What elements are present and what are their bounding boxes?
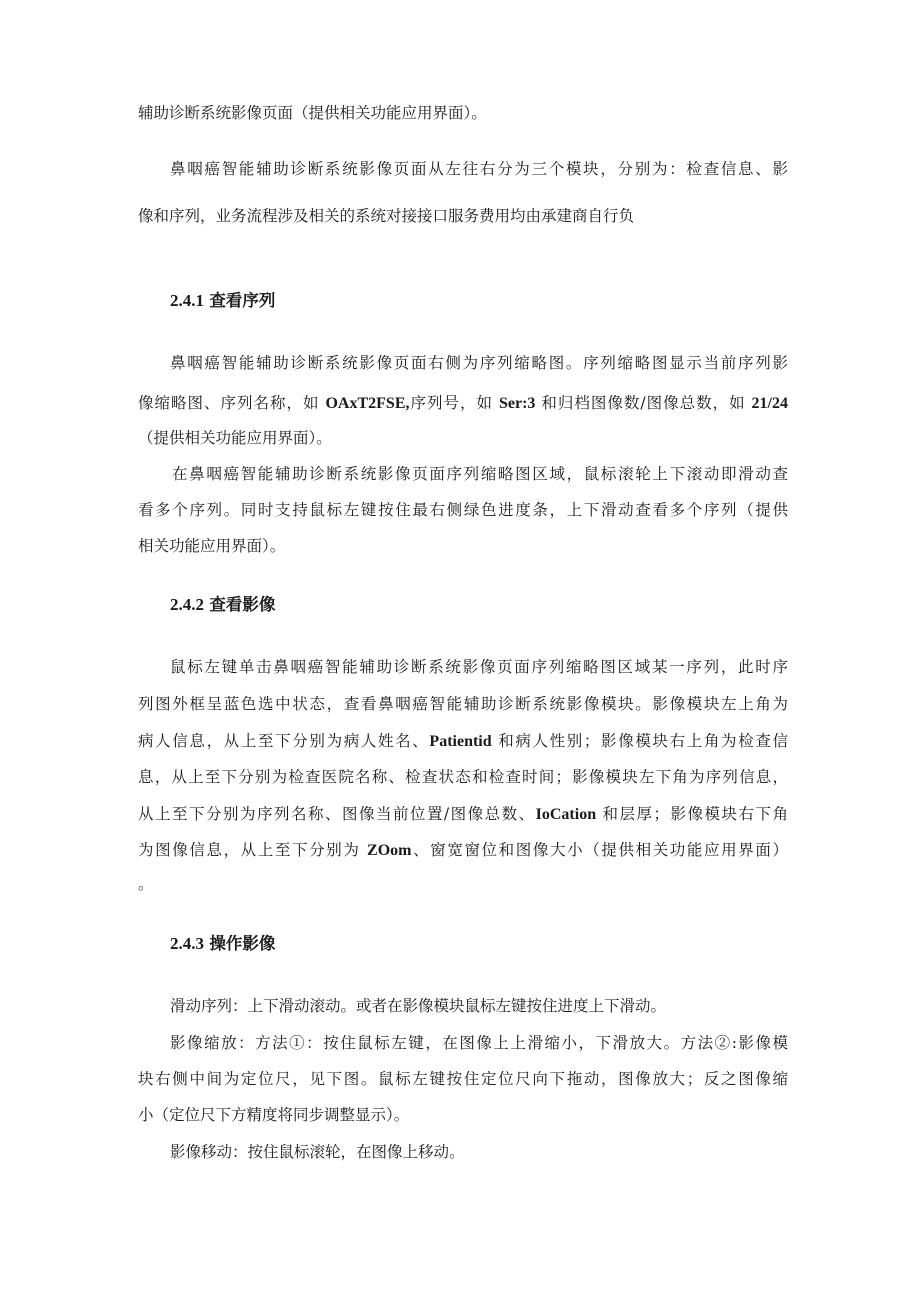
- section-title: 操作影像: [209, 934, 276, 953]
- paragraph-line: 辅助诊断系统影像页面（提供相关功能应用界面）。: [138, 104, 487, 122]
- paragraph-line: 鼻咽癌智能辅助诊断系统影像页面右侧为序列缩略图。序列缩略图显示当前序列影: [170, 354, 788, 372]
- paragraph-line: 息，从上至下分别为检查医院名称、检查状态和检查时间；影像模块左下角为序列信息，: [138, 768, 788, 786]
- paragraph-line: 鼠标左键单击鼻咽癌智能辅助诊断系统影像页面序列缩略图区域某一序列，此时序: [170, 658, 788, 676]
- paragraph-line: 影像移动：按住鼠标滚轮，在图像上移动。: [170, 1143, 465, 1161]
- paragraph-line: 为图像信息，从上至下分别为 ZOom、窗宽窗位和图像大小（提供相关功能应用界面）: [138, 841, 788, 859]
- section-number: 2.4.2: [170, 595, 204, 614]
- paragraph-line: 小（定位尺下方精度将同步调整显示）。: [138, 1106, 410, 1124]
- paragraph-line: 病人信息，从上至下分别为病人姓名、Patientid 和病人性别；影像模块右上角为检查信: [138, 732, 788, 750]
- paragraph-line: 相关功能应用界面）。: [138, 537, 286, 555]
- section-number: 2.4.3: [170, 934, 204, 953]
- section-heading-2-4-2: [170, 594, 275, 616]
- section-title: 查看序列: [209, 291, 276, 310]
- paragraph-line: 。: [138, 875, 154, 893]
- paragraph-line: 鼻咽癌智能辅助诊断系统影像页面从左往右分为三个模块，分别为：检查信息、影: [170, 160, 788, 178]
- paragraph-line: 列图外框呈蓝色选中状态，查看鼻咽癌智能辅助诊断系统影像模块。影像模块左上角为: [138, 695, 788, 713]
- section-heading-2-4-3: [170, 933, 275, 955]
- paragraph-line: （提供相关功能应用界面）。: [138, 429, 332, 447]
- paragraph-line: 从上至下分别为序列名称、图像当前位置/图像总数、IoCation 和层厚；影像模块右下角: [138, 805, 788, 823]
- paragraph-line: 在鼻咽癌智能辅助诊断系统影像页面序列缩略图区域，鼠标滚轮上下滚动即滑动查: [172, 465, 788, 483]
- paragraph-line: 看多个序列。同时支持鼠标左键按住最右侧绿色进度条，上下滑动查看多个序列（提供: [138, 501, 788, 519]
- paragraph-line: 影像缩放：方法①：按住鼠标左键，在图像上上滑缩小，下滑放大。方法②:影像模: [170, 1034, 788, 1052]
- paragraph-line: 块右侧中间为定位尺，见下图。鼠标左键按住定位尺向下拖动，图像放大；反之图像缩: [138, 1070, 788, 1088]
- paragraph-line: 像和序列，业务流程涉及相关的系统对接接口服务费用均由承建商自行负: [138, 207, 635, 225]
- section-heading-2-4-1: [170, 290, 275, 312]
- paragraph-line: 滑动序列：上下滑动滚动。或者在影像模块鼠标左键按住进度上下滑动。: [170, 997, 667, 1015]
- paragraph-line: 像缩略图、序列名称，如 OAxT2FSE,序列号，如 Ser:3 和归档图像数/图像总数，如 21/24: [138, 394, 788, 412]
- section-number: 2.4.1: [170, 291, 204, 310]
- section-title: 查看影像: [209, 595, 276, 614]
